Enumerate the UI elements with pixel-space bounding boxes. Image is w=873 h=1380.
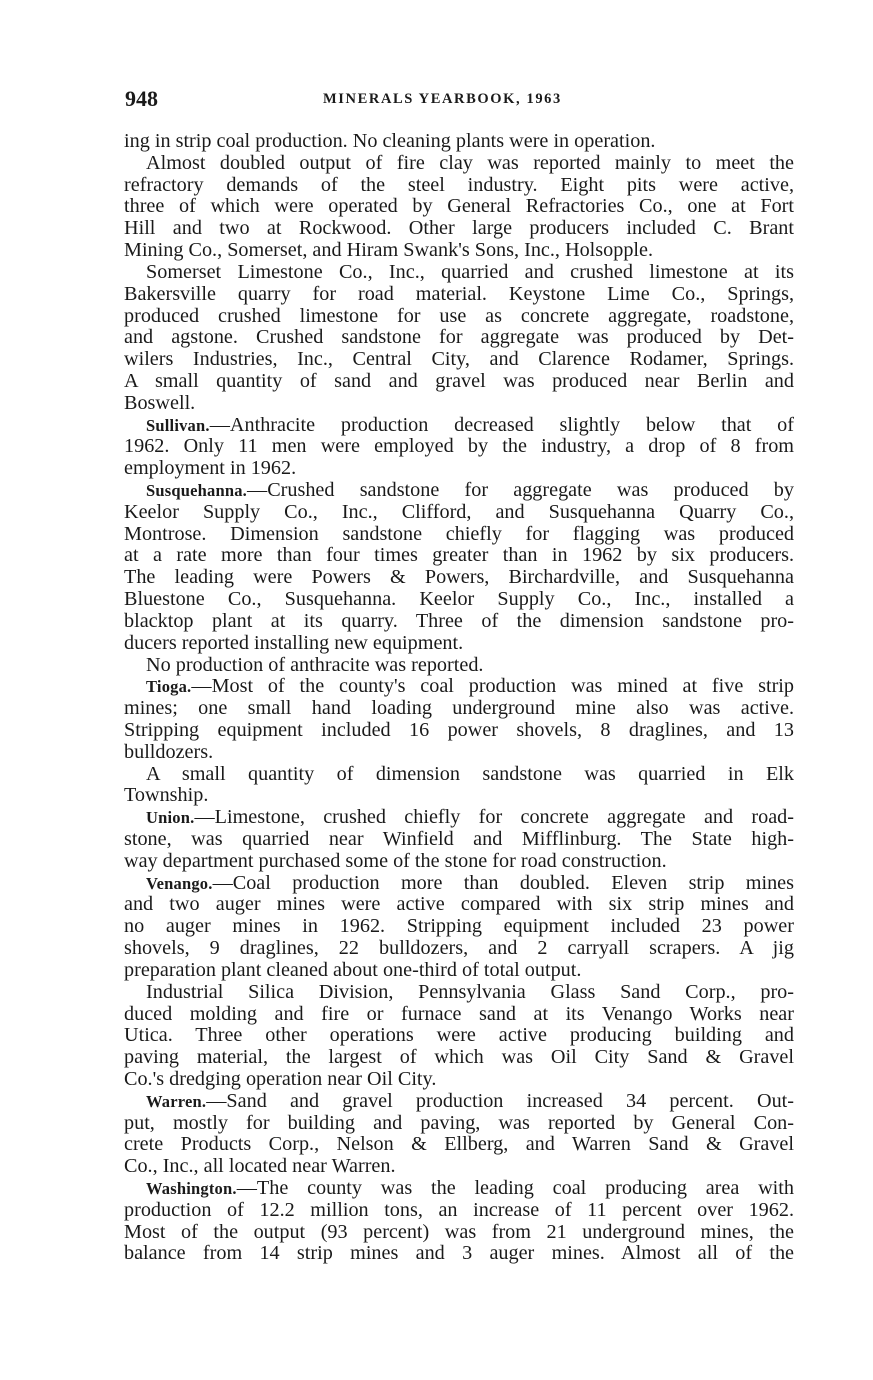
- line-text: mines; one small hand loading underground mine also was active.: [124, 697, 794, 720]
- text-line: [124, 1004, 794, 1026]
- text-line: [124, 502, 794, 524]
- line-text: —Sand and gravel production increased 34 percent. Out-: [206, 1089, 794, 1112]
- line-text: Almost doubled output of fire clay was reported mainly to meet the: [146, 151, 794, 174]
- text-line: [124, 393, 794, 415]
- line-text: way department purchased some of the stone for road construction.: [124, 849, 667, 872]
- line-text: refractory demands of the steel industry. Eight pits were active,: [124, 173, 794, 196]
- line-text: put, mostly for building and paving, was reported by General Con-: [124, 1111, 794, 1134]
- text-line: [124, 1025, 794, 1047]
- line-text: Township.: [124, 784, 209, 807]
- text-line: [124, 567, 794, 589]
- text-line: [124, 742, 794, 764]
- text-line: [124, 1222, 794, 1244]
- line-text: blacktop plant at its quarry. Three of the dimension sandstone pro-: [124, 609, 794, 632]
- text-line: [124, 851, 794, 873]
- text-line: [124, 1113, 794, 1135]
- line-text: —Limestone, crushed chiefly for concrete aggregate and road-: [194, 806, 794, 829]
- page-number: 948: [125, 86, 158, 111]
- text-line: [124, 371, 794, 393]
- text-line: [124, 1091, 794, 1113]
- line-text: Somerset Limestone Co., Inc., quarried and crushed limestone at its: [146, 260, 794, 283]
- page-header: [125, 86, 793, 114]
- line-text: and agstone. Crushed sandstone for aggregate was produced by Det-: [124, 326, 794, 349]
- text-line: [124, 1243, 794, 1265]
- line-text: Mining Co., Somerset, and Hiram Swank's Sons, Inc., Holsopple.: [124, 239, 654, 262]
- line-text: ing in strip coal production. No cleaning plants were in operation.: [124, 130, 656, 152]
- line-text: The leading were Powers & Powers, Birchardville, and Susquehanna: [124, 566, 794, 589]
- line-text: ducers reported installing new equipment.: [124, 631, 464, 654]
- county-heading: Venango.: [146, 873, 213, 893]
- county-heading: Susquehanna.: [146, 481, 248, 500]
- text-line: [124, 131, 794, 153]
- line-text: Hill and two at Rockwood. Other large producers included C. Brant: [124, 217, 794, 240]
- text-line: [124, 698, 794, 720]
- line-text: crete Products Corp., Nelson & Ellberg, and Warren Sand & Gravel: [124, 1133, 794, 1156]
- text-line: [124, 1069, 794, 1091]
- line-text: A small quantity of dimension sandstone was quarried in Elk: [146, 762, 794, 785]
- text-line: [124, 611, 794, 633]
- text-line: [124, 655, 794, 677]
- text-line: [124, 349, 794, 371]
- line-text: Utica. Three other operations were active producing building and: [124, 1024, 794, 1047]
- line-text: no auger mines in 1962. Stripping equipment included 23 power: [124, 915, 794, 938]
- county-heading: Warren.: [146, 1091, 207, 1111]
- line-text: balance from 14 strip mines and 3 auger mines. Almost all of the: [124, 1242, 794, 1265]
- county-heading: Washington.: [146, 1179, 237, 1198]
- text-line: [124, 938, 794, 960]
- text-line: [124, 196, 794, 218]
- text-line: [124, 480, 794, 502]
- text-line: [124, 415, 794, 437]
- line-text: Montrose. Dimension sandstone chiefly for flagging was produced: [124, 522, 794, 545]
- body-text: [124, 131, 794, 1265]
- text-line: [124, 676, 794, 698]
- text-line: [124, 240, 794, 262]
- line-text: preparation plant cleaned about one-third of total output.: [124, 958, 582, 981]
- text-line: [124, 873, 794, 895]
- line-text: bulldozers.: [124, 740, 214, 763]
- line-text: Industrial Silica Division, Pennsylvania Glass Sand Corp., pro-: [146, 980, 794, 1003]
- text-line: [124, 284, 794, 306]
- county-heading: Sullivan.: [146, 415, 210, 435]
- text-line: [124, 458, 794, 480]
- line-text: —The county was the leading coal producing area with: [236, 1177, 794, 1199]
- text-line: [124, 807, 794, 829]
- line-text: Stripping equipment included 16 power shovels, 8 draglines, and 13: [124, 718, 794, 741]
- line-text: —Crushed sandstone for aggregate was produced by: [247, 479, 794, 501]
- line-text: Bakersville quarry for road material. Keystone Lime Co., Springs,: [124, 282, 794, 305]
- text-line: [124, 218, 794, 240]
- line-text: paving material, the largest of which was Oil City Sand & Gravel: [124, 1046, 794, 1069]
- text-line: [124, 960, 794, 982]
- text-line: [124, 982, 794, 1004]
- text-line: [124, 1047, 794, 1069]
- text-line: [124, 764, 794, 786]
- line-text: three of which were operated by General Refractories Co., one at Fort: [124, 195, 794, 218]
- line-text: Most of the output (93 percent) was from 21 underground mines, the: [124, 1220, 794, 1243]
- line-text: produced crushed limestone for use as concrete aggregate, roadstone,: [124, 304, 794, 327]
- line-text: and two auger mines were active compared with six strip mines and: [124, 893, 794, 916]
- text-line: [124, 720, 794, 742]
- text-line: [124, 589, 794, 611]
- text-line: [124, 829, 794, 851]
- text-line: [124, 633, 794, 655]
- line-text: Bluestone Co., Susquehanna. Keelor Supply Co., Inc., installed a: [124, 588, 794, 611]
- line-text: wilers Industries, Inc., Central City, and Clarence Rodamer, Springs.: [124, 348, 794, 371]
- text-line: [124, 306, 794, 328]
- text-line: [124, 327, 794, 349]
- text-line: [124, 545, 794, 567]
- county-heading: Union.: [146, 808, 195, 828]
- line-text: —Most of the county's coal production was mined at five strip: [191, 675, 794, 698]
- text-line: [124, 262, 794, 284]
- line-text: Co., Inc., all located near Warren.: [124, 1155, 396, 1178]
- text-line: [124, 175, 794, 197]
- text-line: [124, 916, 794, 938]
- line-text: employment in 1962.: [124, 457, 297, 480]
- text-line: [124, 153, 794, 175]
- line-text: duced molding and fire or furnace sand at its Venango Works near: [124, 1002, 794, 1025]
- line-text: production of 12.2 million tons, an increase of 11 percent over 1962.: [124, 1198, 794, 1221]
- line-text: A small quantity of sand and gravel was produced near Berlin and: [124, 369, 794, 392]
- line-text: —Anthracite production decreased slightly below that of: [209, 413, 794, 436]
- text-line: [124, 1134, 794, 1156]
- text-line: [124, 1156, 794, 1178]
- text-line: [124, 1200, 794, 1222]
- text-line: [124, 894, 794, 916]
- text-line: [124, 785, 794, 807]
- line-text: Boswell.: [124, 391, 196, 414]
- line-text: —Coal production more than doubled. Eleven strip mines: [212, 871, 794, 894]
- line-text: Keelor Supply Co., Inc., Clifford, and Susquehanna Quarry Co.,: [124, 500, 794, 523]
- line-text: stone, was quarried near Winfield and Mifflinburg. The State high-: [124, 828, 794, 850]
- line-text: at a rate more than four times greater than in 1962 by six producers.: [124, 544, 794, 567]
- line-text: 1962. Only 11 men were employed by the industry, a drop of 8 from: [124, 435, 794, 458]
- text-line: [124, 1178, 794, 1200]
- text-line: [124, 436, 794, 458]
- text-line: [124, 524, 794, 546]
- county-heading: Tioga.: [146, 677, 192, 697]
- running-head: MINERALS YEARBOOK, 1963: [323, 91, 562, 107]
- line-text: shovels, 9 draglines, 22 bulldozers, and 2 carryall scrapers. A jig: [124, 937, 794, 960]
- line-text: No production of anthracite was reported.: [146, 653, 484, 676]
- line-text: Co.'s dredging operation near Oil City.: [124, 1067, 437, 1090]
